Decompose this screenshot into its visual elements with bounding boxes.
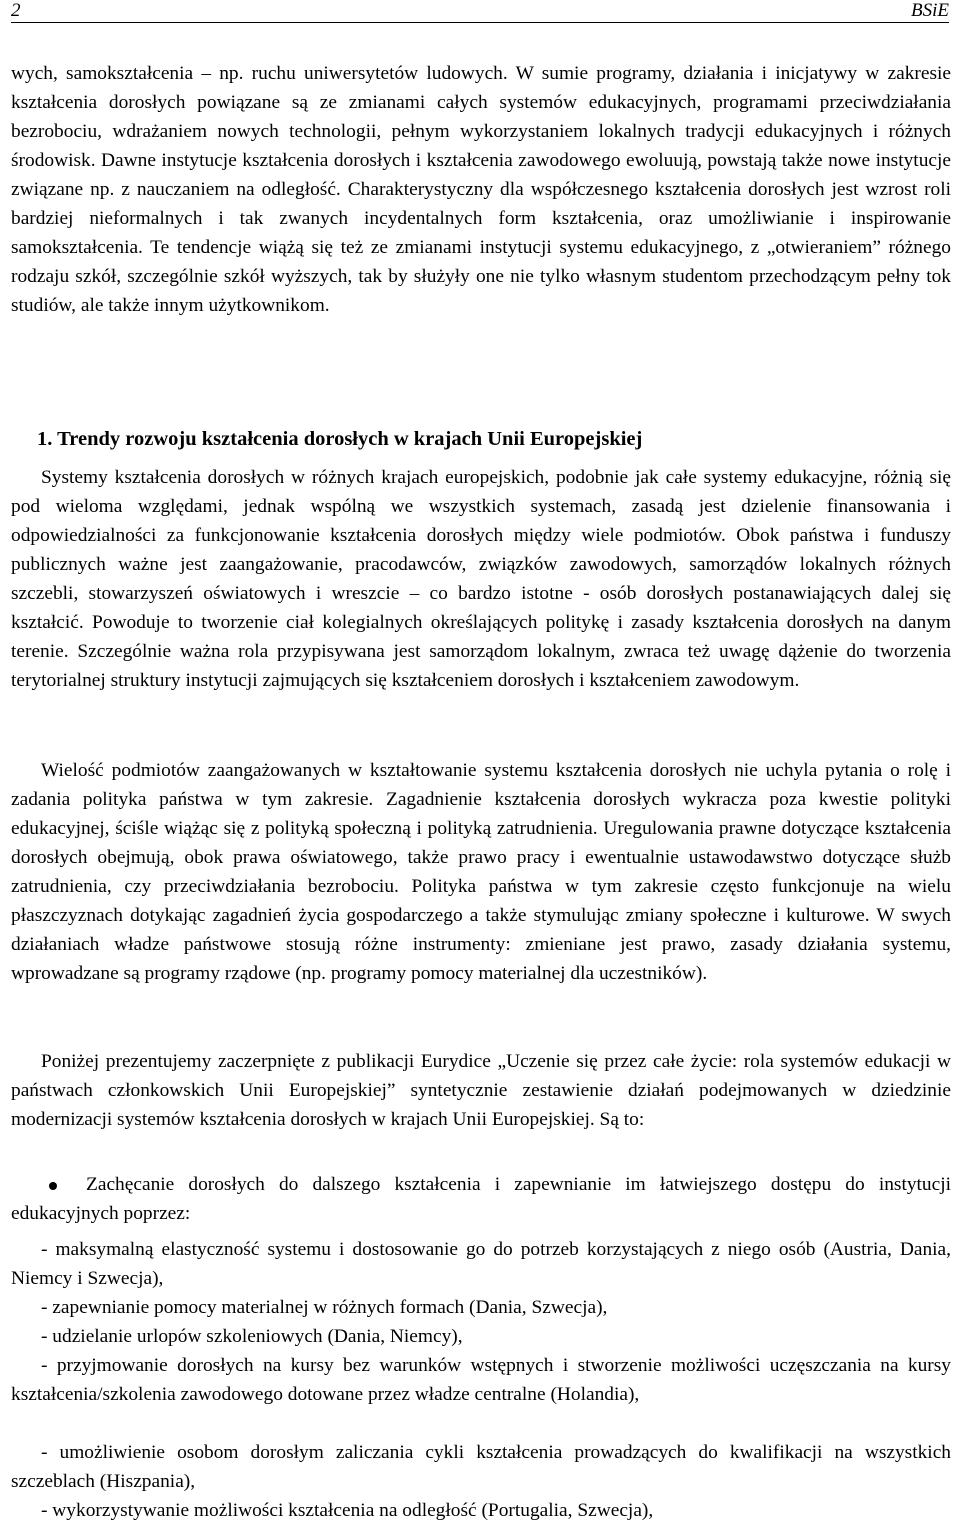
paragraph-2: Systemy kształcenia dorosłych w różnych krajach europejskich, podobnie jak całe systemy edukacyjne, różnią się pod wieloma względami, jednak wspólną we wszystkich systemach, zasadą jest dzielenie finansowania i odpowiedzialności za funkcjonowanie kształcenia dorosłych między wiele podmiotów. Obok państwa i funduszy publicznych ważne jest zaangażowanie, pracodawców, związków zawodowych, samorządów lokalnych różnych szczebli, stowarzyszeń oświatowych i wreszcie – co bardzo istotne - osób dorosłych postanawiających dalej się kształcić. Powoduje to tworzenie ciał kolegialnych określających politykę i zasady kształcenia dorosłych na danym terenie. Szczególnie ważna rola przypisywana jest samorządom lokalnym, zwraca też uwagę dążenie do tworzenia terytorialnej struktury instytucji zajmujących się kształceniem dorosłych i kształceniem zawodowym.	[11, 467, 951, 691]
paragraph-4: Poniżej prezentujemy zaczerpnięte z publikacji Eurydice „Uczenie się przez całe życie: rola systemów edukacji w państwach członkowskich Unii Europejskiej” syntetycznie zestawienie działań podejmowanych w dziedzinie modernizacji systemów kształcenia dorosłych w krajach Unii Europejskiej. Są to:	[11, 1051, 951, 1130]
list-item: - udzielanie urlopów szkoleniowych (Dania, Niemcy),	[41, 1326, 463, 1347]
list-item: - wykorzystywanie możliwości kształcenia na odległość (Portugalia, Szwecja),	[41, 1500, 654, 1521]
bullet-item	[11, 1170, 951, 1228]
page-number: 2	[11, 0, 21, 21]
paragraph-3: Wielość podmiotów zaangażowanych w kształtowanie systemu kształcenia dorosłych nie uchyla pytania o rolę i zadania polityka państwa w tym zakresie. Zagadnienie kształcenia dorosłych wykracza poza kwestie polityki edukacyjnej, ściśle wiążąc się z polityką społeczną i polityką zatrudnienia. Uregulowania prawne dotyczące kształcenia dorosłych obejmują, obok prawa oświatowego, także prawo pracy i ewentualnie ustawodawstwo dotyczące służb zatrudnienia, czy przeciwdziałania bezrobociu. Polityka państwa w tym zakresie często funkcjonuje na wielu płaszczyznach dotykając zagadnień życia gospodarczego a także stymulując zmiany społeczne i kulturowe. W swych działaniach władze państwowe stosują różne instrumenty: zmieniane jest prawo, zasady działania systemu, wprowadzane są programy rządowe (np. programy pomocy materialnej dla uczestników).	[11, 760, 951, 984]
list-item: - maksymalną elastyczność systemu i dostosowanie go do potrzeb korzystających z niego osób (Austria, Dania, Niemcy i Szwecja),	[11, 1239, 951, 1289]
list-item: - przyjmowanie dorosłych na kursy bez warunków wstępnych i stworzenie możliwości uczęszczania na kursy kształcenia/szkolenia zawodowego dotowane przez władze centralne (Holandia),	[11, 1355, 951, 1405]
journal-name: BSiE	[911, 0, 949, 21]
list-item: - umożliwienie osobom dorosłym zaliczania cykli kształcenia prowadzących do kwalifikacji na wszystkich szczeblach (Hiszpania),	[11, 1442, 951, 1492]
section-heading: 1. Trendy rozwoju kształcenia dorosłych w krajach Unii Europejskiej	[37, 428, 643, 450]
paragraph-1: wych, samokształcenia – np. ruchu uniwersytetów ludowych. W sumie programy, działania i inicjatywy w zakresie kształcenia dorosłych powiązane są ze zmianami całych systemów edukacyjnych, programami przeciwdziałania bezrobociu, wdrażaniem nowych technologii, pełnym wykorzystaniem lokalnych tradycji edukacyjnych i różnych środowisk. Dawne instytucje kształcenia dorosłych i kształcenia zawodowego ewoluują, powstają także nowe instytucje związane np. z nauczaniem na odległość. Charakterystyczny dla współczesnego kształcenia dorosłych jest wzrost roli bardziej nieformalnych i tak zwanych incydentalnych form kształcenia, oraz umożliwianie i inspirowanie samokształcenia. Te tendencje wiążą się też ze zmianami instytucji systemu edukacyjnego, z „otwieraniem” różnego rodzaju szkół, szczególnie szkół wyższych, tak by służyły one nie tylko własnym studentom przechodzącym pełny tok studiów, ale także innym użytkownikom.	[11, 63, 951, 316]
list-item: - zapewnianie pomocy materialnej w różnych formach (Dania, Szwecja),	[41, 1297, 608, 1318]
bullet-dot-icon	[49, 1182, 57, 1190]
running-header	[11, 0, 949, 23]
bullet-text: Zachęcanie dorosłych do dalszego kształcenia i zapewnianie im łatwiejszego dostępu do instytucji edukacyjnych poprzez:	[11, 1174, 951, 1224]
